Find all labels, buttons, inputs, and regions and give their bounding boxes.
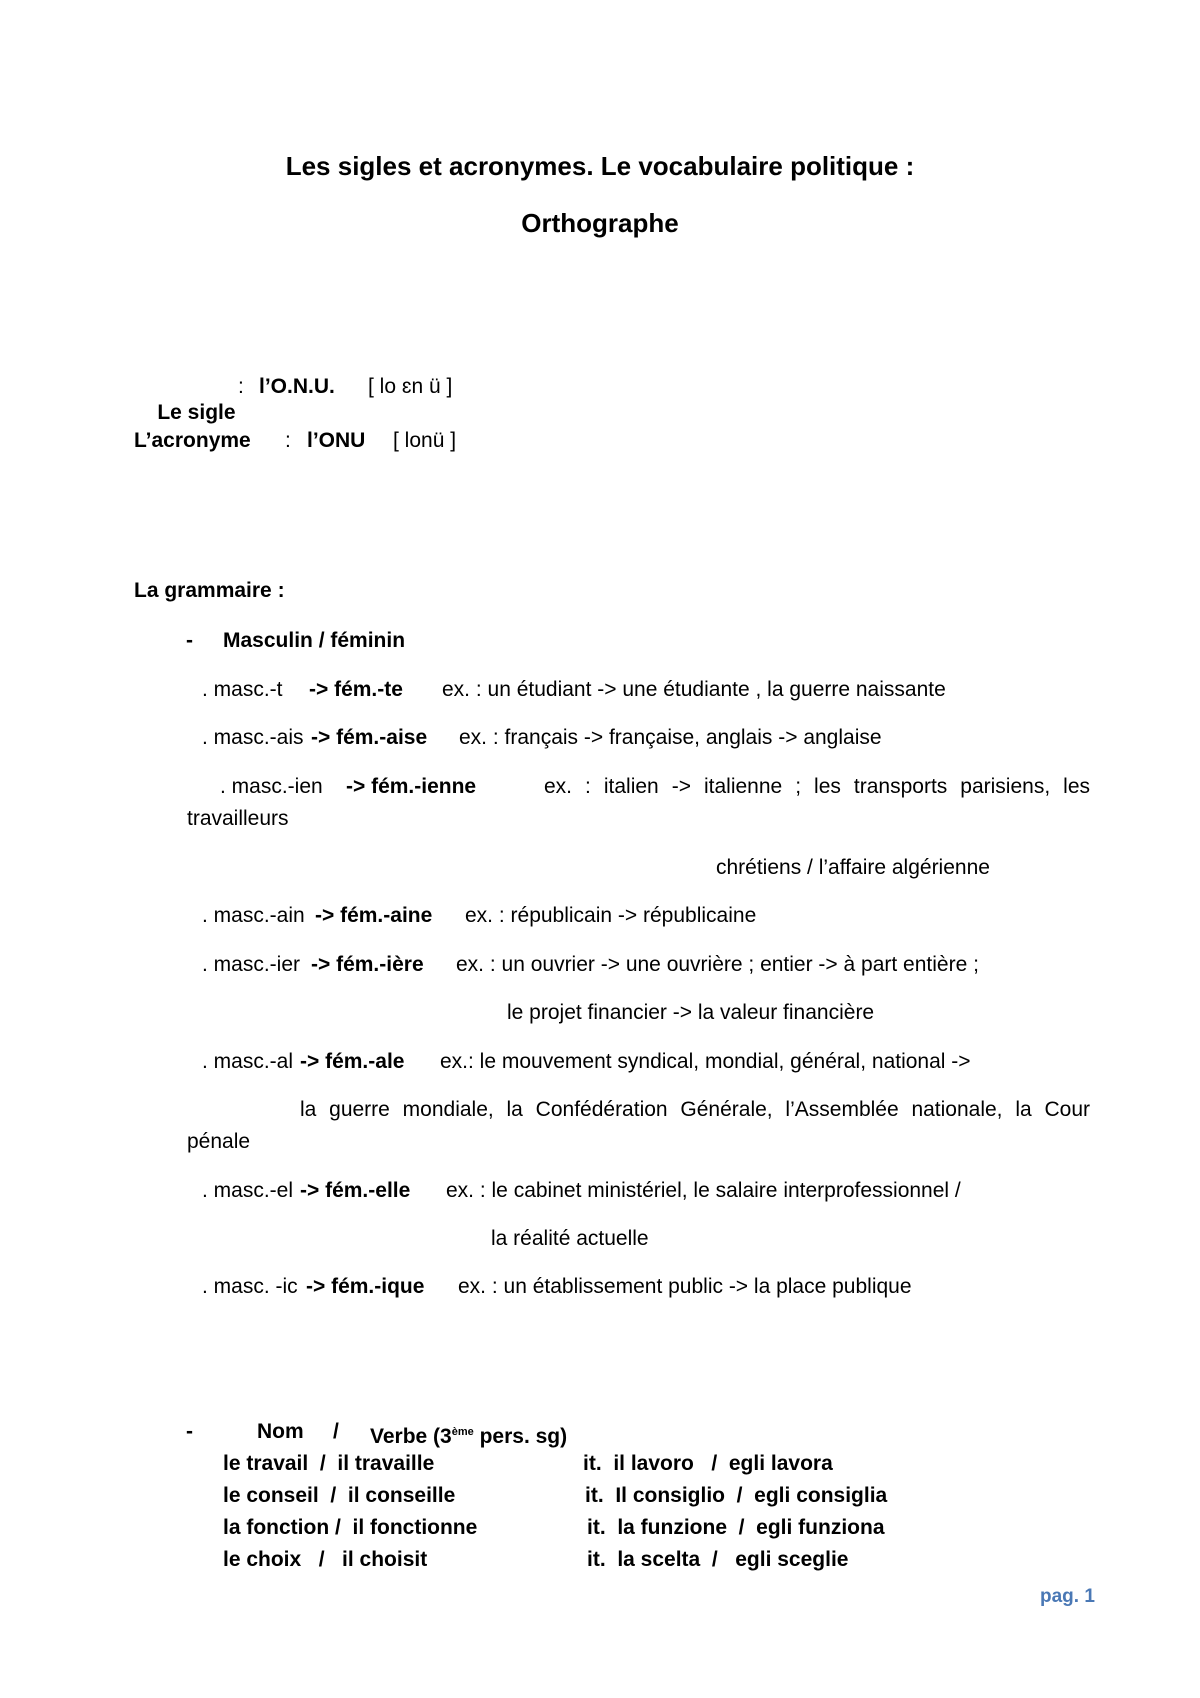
nv-row-1-it: it. il lavoro / egli lavora (583, 1452, 833, 1475)
rule-al-example: ex.: le mouvement syndical, mondial, général, national -> (440, 1050, 971, 1073)
section2-nom: Nom (257, 1420, 304, 1443)
section1-dash: - (186, 629, 193, 652)
rule-ais-example: ex. : français -> française, anglais -> anglaise (459, 726, 882, 749)
sigle-term: l’O.N.U. (259, 375, 335, 398)
rule-t-fem: -> fém.-te (309, 678, 403, 701)
rule-ier-masc: . masc.-ier (202, 953, 301, 976)
page-number: pag. 1 (1040, 1586, 1095, 1607)
rule-ic-example: ex. : un établissement public -> la place publique (458, 1275, 912, 1298)
rule-el-continuation: la réalité actuelle (491, 1227, 649, 1250)
rule-ais-masc: . masc.-ais (202, 726, 304, 749)
rule-al-continuation: la guerre mondiale, la Confédération Générale, l’Assemblée nationale, la Cour (300, 1098, 1090, 1121)
section2-verbe (370, 1419, 567, 1450)
rule-ais-fem: -> fém.-aise (311, 726, 428, 749)
rule-ien-masc: . masc.-ien (220, 775, 323, 798)
nv-row-3-fr: la fonction / il fonctionne (223, 1516, 478, 1539)
rule-el-fem: -> fém.-elle (300, 1179, 411, 1202)
rule-al-continuation-2: pénale (187, 1130, 251, 1153)
rule-ain-masc: . masc.-ain (202, 904, 305, 927)
rule-ien-fem: -> fém.-ienne (346, 775, 477, 798)
sigle-pronunciation: [ lo ɛn ü ] (368, 375, 453, 398)
acronyme-term: l’ONU (307, 429, 366, 452)
rule-ic-masc: . masc. -ic (202, 1275, 298, 1298)
page-title: Les sigles et acronymes. Le vocabulaire politique : (285, 151, 915, 181)
rule-al-fem: -> fém.-ale (300, 1050, 405, 1073)
rule-ien-continuation: travailleurs (187, 807, 289, 830)
section1-title: Masculin / féminin (223, 629, 406, 652)
rule-ain-example: ex. : républicain -> républicaine (465, 904, 757, 927)
rule-t-masc (202, 677, 283, 703)
rule-ier-fem: -> fém.-ière (311, 953, 424, 976)
rule-ien-continuation-2: chrétiens / l’affaire algérienne (716, 856, 990, 879)
sigle-label: Le sigle (157, 401, 236, 424)
rule-ier-example: ex. : un ouvrier -> une ouvrière ; entier -> à part entière ; (456, 953, 979, 976)
section2-dash: - (186, 1420, 193, 1443)
rule-ien-example: ex. : italien -> italienne ; les transports parisiens, les (544, 775, 1090, 798)
rule-al-masc: . masc.-al (202, 1050, 294, 1073)
sigle-sep: : (238, 375, 244, 398)
rule-t-masc-text: . masc.-t (202, 678, 283, 701)
rule-el-example: ex. : le cabinet ministériel, le salaire interprofessionnel / (446, 1179, 961, 1202)
nv-row-2-it: it. Il consiglio / egli consiglia (585, 1484, 888, 1507)
section2-verbe-sup: ème (451, 1426, 474, 1438)
acronyme-pronunciation: [ lonü ] (393, 429, 457, 452)
section2-verbe-text: Verbe (3 (370, 1425, 452, 1448)
nv-row-1-fr: le travail / il travaille (223, 1452, 435, 1475)
acronyme-label: L’acronyme (134, 429, 251, 452)
nv-row-4-fr: le choix / il choisit (223, 1548, 428, 1571)
rule-ic-fem: -> fém.-ique (306, 1275, 425, 1298)
grammar-heading: La grammaire : (134, 579, 285, 602)
rule-ier-continuation: le projet financier -> la valeur financière (507, 1001, 875, 1024)
section2-slash: / (333, 1420, 339, 1443)
page-subtitle: Orthographe (521, 208, 679, 238)
rule-ain-fem: -> fém.-aine (315, 904, 433, 927)
nv-row-2-fr: le conseil / il conseille (223, 1484, 456, 1507)
section2-verbe-rest: pers. sg) (473, 1425, 568, 1448)
rule-t-example: ex. : un étudiant -> une étudiante , la guerre naissante (442, 678, 946, 701)
nv-row-3-it: it. la funzione / egli funziona (587, 1516, 885, 1539)
acronyme-sep: : (285, 429, 291, 452)
nv-row-4-it: it. la scelta / egli sceglie (587, 1548, 849, 1571)
rule-el-masc: . masc.-el (202, 1179, 294, 1202)
